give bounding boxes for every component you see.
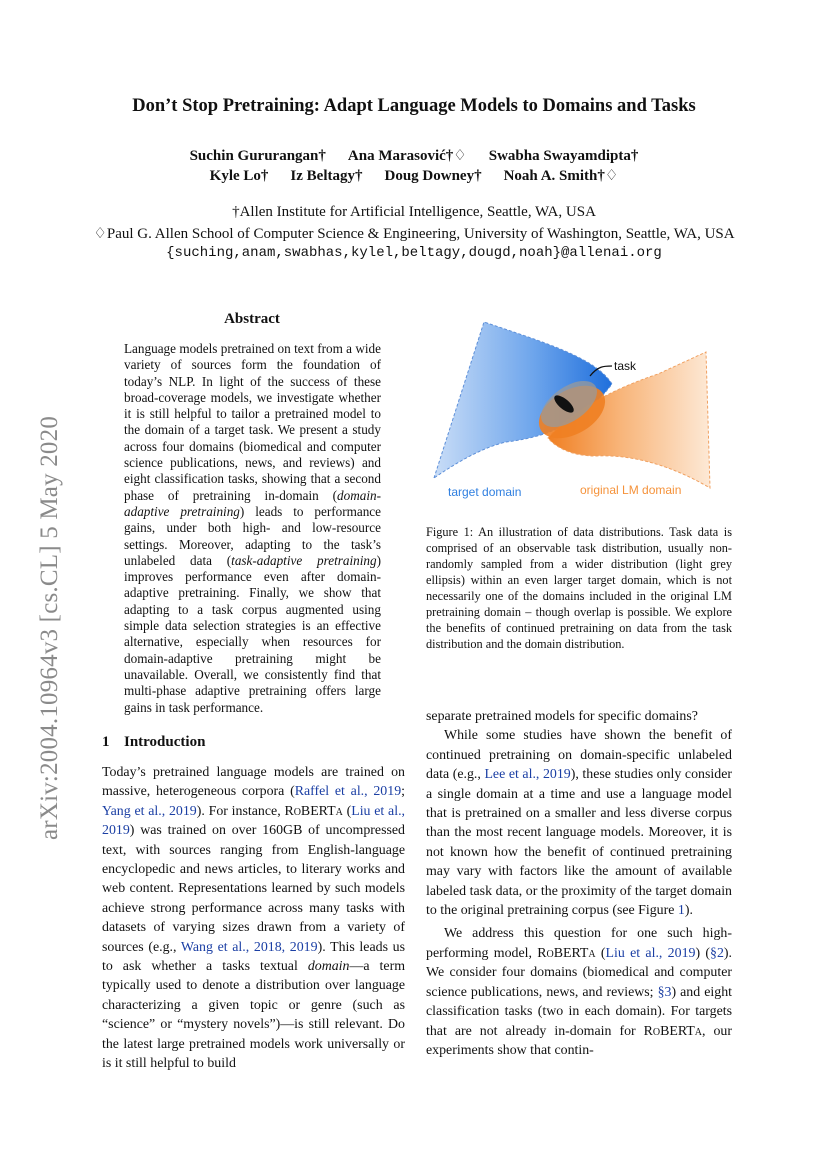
figure-link[interactable]: 1 <box>677 903 685 919</box>
body-text: ) was trained on over 160GB of uncompressed text, with sources ranging from English-language encyclopedic and news articles, to literary works and web content. Representations learned by such models achieve strong performance across many tasks with datasets of varying sizes drawn from a variety of sources (e.g., <box>102 823 405 955</box>
model-name: RoBERTa <box>284 803 343 819</box>
body-text: ( <box>342 803 352 819</box>
model-name: RoBERTa <box>643 1023 703 1039</box>
citation-link[interactable]: Raffel et al., 2019 <box>294 784 402 800</box>
body-text: ), these studies only consider a single domain at a time and use a language model that is pretrained on a smaller and less diverse corpus than the most recent language models. Moreover, it is not known how the benefit of continued pretraining may vary with factors like the amount of available labeled task data, or the proximity of the target domain to the original pretraining corpus (see Figure <box>426 767 732 919</box>
body-text: ). <box>684 903 693 919</box>
author: Iz Beltagy† <box>290 168 363 184</box>
body-text: , our experiments show that contin- <box>426 1023 732 1058</box>
abstract-text: ) leads to performance gains, under both high- and low-resource settings. Moreover, adapting to the task’s unlabeled data ( <box>124 503 381 568</box>
author: Swabha Swayamdipta† <box>488 148 639 164</box>
abstract-text: Language models pretrained on text from a wide variety of sources form the foundation of today’s NLP. In light of the success of these broad-coverage models, we investigate whether it is still helpful to tailor a pretrained model to the domain of a target task. We present a study across four domains (biomedical and computer science publications, news, and reviews) and eight classification tasks, showing that a second phase of pretraining in-domain ( <box>124 341 381 503</box>
abstract-emphasis: domain-adaptive pretraining <box>124 487 381 519</box>
abstract-text: ) improves performance even after domain-adaptive pretraining. Finally, we show that adapting to a task corpus augmented using simple data selection strategies is an effective alternative, especially when resources for domain-adaptive pretraining might be unavailable. Overall, we consistently find that multi-phase adaptive pretraining offers large gains in task performance. <box>124 552 381 715</box>
author: Ana Marasović†♢ <box>347 148 467 164</box>
abstract-heading: Abstract <box>224 311 280 327</box>
author: Kyle Lo† <box>209 168 269 184</box>
model-name: RoBERTa <box>537 945 596 961</box>
author: Noah A. Smith†♢ <box>503 168 619 184</box>
body-emphasis: domain <box>307 959 350 975</box>
target-domain-label: target domain <box>448 485 522 499</box>
citation-link[interactable]: Liu et al., 2019 <box>605 945 696 961</box>
task-label: task <box>614 359 637 373</box>
body-text: Today’s pretrained language models are trained on massive, heterogeneous corpora ( <box>102 765 405 800</box>
citation-link[interactable]: Lee et al., 2019 <box>484 767 571 783</box>
citation-link[interactable]: Wang et al., 2018, 2019 <box>180 939 318 955</box>
body-text: —a term typically used to denote a distribution over language characterizing a given topic or genre (such as “science” or “mystery novels”)—is still relevant. Do the latest large pretrained models work universally or is it still helpful to build <box>102 959 406 1072</box>
author: Doug Downey† <box>384 168 482 184</box>
body-text: separate pretrained models for specific domains? <box>426 709 698 724</box>
abstract-body <box>124 341 381 716</box>
body-text: We address this question for one such high-performing model, <box>426 926 732 961</box>
paragraph <box>426 726 732 920</box>
arxiv-identifier: arXiv:2004.10964v3 [cs.CL] 5 May 2020 <box>36 415 63 840</box>
body-text: ) and eight classification tasks (two in each domain). For targets that are not already in-domain for <box>426 984 732 1039</box>
citation-link[interactable]: Liu et al., 2019 <box>102 803 406 839</box>
body-text: ). We consider four domains (biomedical and computer science publications, news, and reviews; <box>426 945 733 1000</box>
original-lm-domain-label: original LM domain <box>580 483 682 497</box>
section-title: Introduction <box>124 734 206 750</box>
body-text: While some studies have shown the benefit of continued pretraining on domain-specific unlabeled data (e.g., <box>426 728 732 783</box>
data-distribution-figure <box>426 318 732 508</box>
author: Suchin Gururangan† <box>189 148 326 164</box>
body-text: ). For instance, <box>196 803 285 819</box>
affiliation-ai2: †Allen Institute for Artificial Intelligence, Seattle, WA, USA <box>232 204 596 220</box>
section-link[interactable]: §3 <box>657 984 672 1000</box>
intro-left-column <box>102 763 405 1074</box>
author-emails: {suching,anam,swabhas,kylel,beltagy,dougd,noah}@allenai.org <box>166 245 662 261</box>
abstract-emphasis: task-adaptive pretraining <box>231 552 377 568</box>
body-text: ). This leads us to ask whether a tasks textual <box>102 939 405 975</box>
authors-line-2 <box>0 166 828 185</box>
figure-caption: Figure 1: An illustration of data distributions. Task data is comprised of an observable task distribution, usually non-randomly sampled from a wider distribution (light grey ellipsis) within an even larger target domain, which is not necessarily one of the domains included in the original LM pretraining domain – though overlap is possible. We explore the benefits of continued pretraining on data from the task distribution and the domain distribution. <box>426 525 732 651</box>
affiliation-uw: ♢Paul G. Allen School of Computer Science & Engineering, University of Washington, Seattle, WA, USA <box>93 226 735 242</box>
section-link[interactable]: §2 <box>710 945 724 961</box>
body-text: ; <box>401 784 405 800</box>
paragraph <box>426 924 732 1060</box>
section-number: 1 <box>102 734 110 750</box>
authors-line-1 <box>0 146 828 165</box>
body-text: ) ( <box>695 945 711 961</box>
section-heading <box>102 734 205 751</box>
body-text: ( <box>595 945 606 961</box>
paragraph <box>426 707 732 726</box>
paper-title: Don’t Stop Pretraining: Adapt Language Models to Domains and Tasks <box>132 96 696 116</box>
citation-link[interactable]: Yang et al., 2019 <box>102 803 197 819</box>
intro-right-column <box>426 707 732 1060</box>
